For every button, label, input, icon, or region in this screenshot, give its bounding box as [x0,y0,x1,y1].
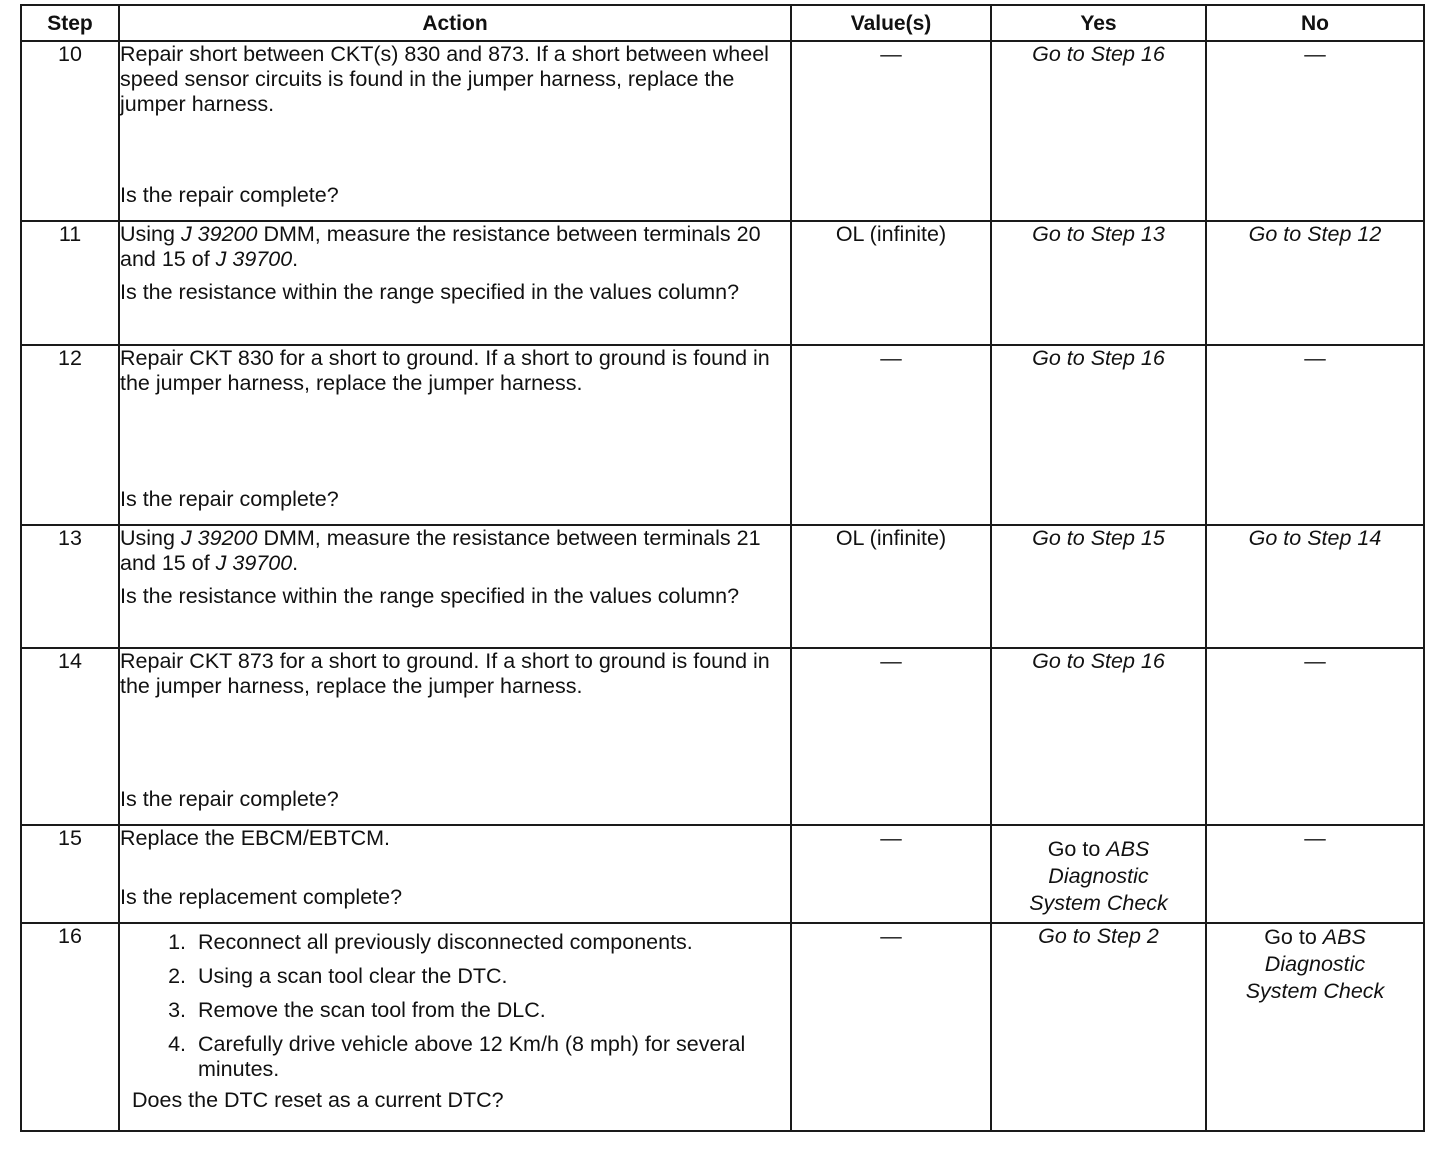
action-cell [119,525,791,648]
table-row [21,923,1424,1131]
header-row [21,5,1424,41]
action-text: Repair short between CKT(s) 830 and 873. If a short between wheel speed sensor circuits is found in the jumper harness, replace the jumper harness. [120,42,769,116]
value-cell: — [791,648,991,825]
step-number: 15 [21,825,119,923]
yes-cell [991,825,1206,923]
table-row [21,525,1424,648]
action-text [120,222,790,272]
action-text-part: . [292,247,299,271]
table-row [21,825,1424,923]
action-question: Is the repair complete? [120,487,339,511]
no-cell: — [1206,41,1424,221]
action-question: Is the repair complete? [120,787,339,811]
no-cell: Go to Step 12 [1206,221,1424,345]
action-question: Does the DTC reset as a current DTC? [132,1088,504,1112]
table-row [21,41,1424,221]
action-text-part: Using [120,222,181,246]
yes-cell: Go to Step 13 [991,221,1206,345]
header-step: Step [21,5,119,41]
no-cell: — [1206,648,1424,825]
no-prefix: Go to [1264,925,1323,949]
action-text-part: Using [120,526,181,550]
diagnostic-table [20,4,1425,1132]
yes-cell: Go to Step 16 [991,345,1206,525]
table-row [21,648,1424,825]
action-cell [119,648,791,825]
no-cell: — [1206,825,1424,923]
step-number: 13 [21,525,119,648]
abs-check-link: ABS Diagnostic System Check [1245,925,1385,1003]
no-cell: — [1206,345,1424,525]
action-text-part: . [292,551,299,575]
action-text: Repair CKT 873 for a short to ground. If a short to ground is found in the jumper harness, replace the jumper harness. [120,649,770,698]
action-text: Repair CKT 830 for a short to ground. If a short to ground is found in the jumper harness, replace the jumper harness. [120,346,770,395]
abs-check-link: ABS Diagnostic System Check [1029,837,1168,915]
action-text-part: DMM, measure the resistance between terminals 21 and 15 of [120,526,761,575]
action-text: Replace the EBCM/EBTCM. [120,826,391,850]
action-text-part: DMM, measure the resistance between terminals 20 and 15 of [120,222,761,271]
step-number: 11 [21,221,119,345]
action-text [120,526,790,576]
table-row [21,221,1424,345]
action-cell [119,345,791,525]
no-cell [1206,923,1424,1131]
no-cell: Go to Step 14 [1206,525,1424,648]
action-cell [119,923,791,1131]
step-number: 16 [21,923,119,1131]
list-item: 4. Carefully drive vehicle above 12 Km/h (8 mph) for several minutes. [192,1032,790,1082]
action-cell [119,825,791,923]
yes-cell: Go to Step 15 [991,525,1206,648]
list-item: 2. Using a scan tool clear the DTC. [192,964,790,989]
header-yes: Yes [991,5,1206,41]
yes-prefix: Go to [1047,837,1107,861]
table-row [21,345,1424,525]
value-cell: — [791,345,991,525]
action-cell [119,41,791,221]
tool-ref: J 39200 [180,222,258,246]
value-cell: — [791,825,991,923]
yes-cell: Go to Step 16 [991,648,1206,825]
header-no: No [1206,5,1424,41]
tool-ref: J 39700 [215,247,293,271]
header-values: Value(s) [791,5,991,41]
action-question: Is the resistance within the range specified in the values column? [120,280,740,304]
value-cell: OL (infinite) [791,221,991,345]
action-question: Is the resistance within the range specified in the values column? [120,584,740,608]
list-item: 3. Remove the scan tool from the DLC. [192,998,790,1023]
tool-ref: J 39700 [215,551,293,575]
yes-cell: Go to Step 16 [991,41,1206,221]
yes-cell: Go to Step 2 [991,923,1206,1131]
value-cell: — [791,41,991,221]
tool-ref: J 39200 [180,526,258,550]
step-number: 10 [21,41,119,221]
action-question: Is the replacement complete? [120,885,403,909]
value-cell: — [791,923,991,1131]
value-cell: OL (infinite) [791,525,991,648]
step-number: 14 [21,648,119,825]
action-question: Is the repair complete? [120,183,339,207]
procedure-list [132,930,790,1082]
action-cell [119,221,791,345]
step-number: 12 [21,345,119,525]
header-action: Action [119,5,791,41]
list-item: 1. Reconnect all previously disconnected components. [192,930,790,955]
